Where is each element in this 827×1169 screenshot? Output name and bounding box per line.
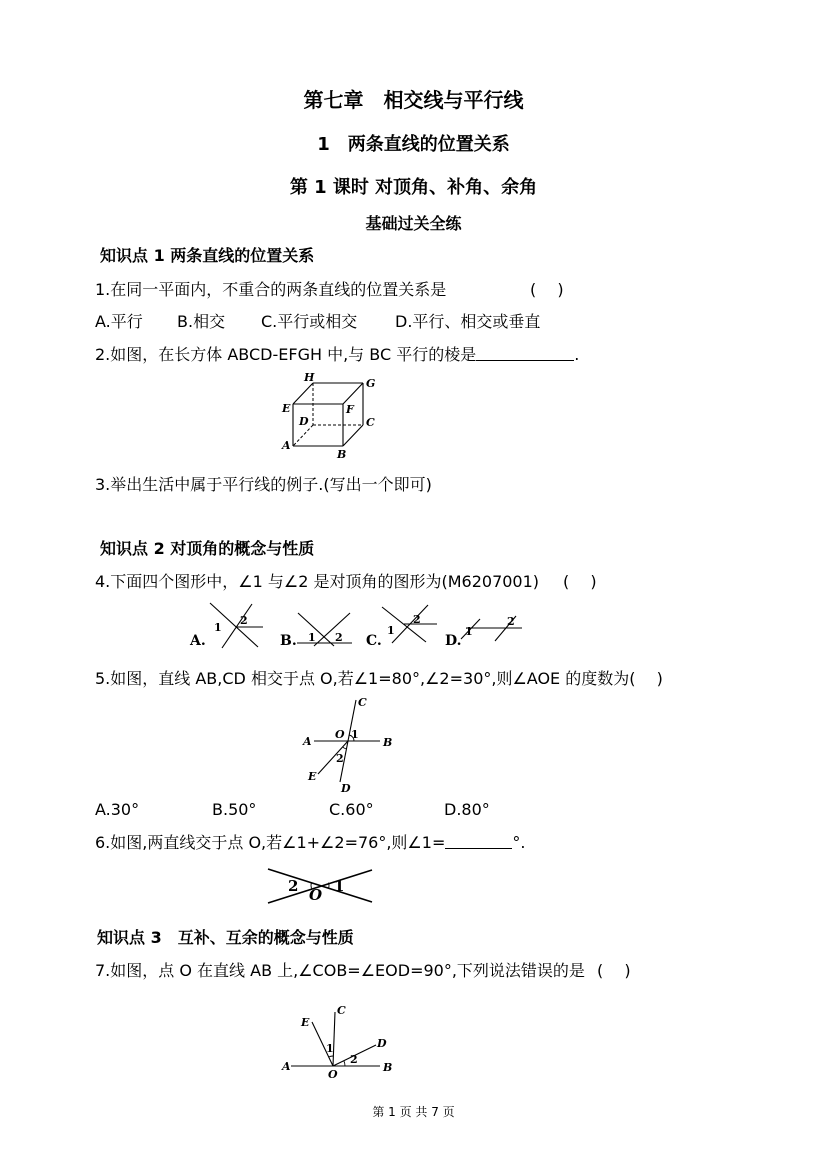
question-5-option-a: A.30° <box>95 800 140 819</box>
q4-d-angle-1-label: 1 <box>465 625 473 638</box>
q5-label-a: A <box>303 735 312 748</box>
q7-label-angle-2: 2 <box>350 1053 358 1066</box>
q6-label-angle-2: 2 <box>288 877 299 895</box>
question-1-option-b: B.相交 <box>177 312 226 331</box>
page-footer: 第 1 页 共 7 页 <box>372 1105 455 1119</box>
question-4-stem: 4.下面四个图形中，∠1 与∠2 是对顶角的图形为(M6207001) <box>95 572 540 591</box>
q4-d-angle-2-label: 2 <box>507 615 515 628</box>
q5-label-e: E <box>308 770 317 783</box>
q5-label-angle-1: 1 <box>351 728 359 741</box>
vertex-label-c: C <box>366 416 375 429</box>
question-5-line <box>95 668 663 690</box>
q7-label-c: C <box>337 1004 346 1017</box>
q5-angle-2-arc <box>343 747 347 749</box>
knowledge-point-3-title: 知识点 3 互补、互余的概念与性质 <box>97 928 354 947</box>
question-3-stem: 3.举出生活中属于平行线的例子.(写出一个即可) <box>95 475 432 494</box>
q7-label-d: D <box>377 1037 387 1050</box>
question-2-answer-blank <box>476 345 574 361</box>
chapter-title: 第七章 相交线与平行线 <box>303 88 524 112</box>
question-7-answer-bracket: ( ) <box>597 961 631 980</box>
edge-eh <box>293 383 313 404</box>
q4-figure-c <box>366 605 437 649</box>
question-6-line <box>95 832 525 854</box>
question-5-option-b: B.50° <box>212 800 257 819</box>
q4-option-letter-a: A. <box>190 633 206 649</box>
vertex-label-e: E <box>282 402 291 415</box>
q5-label-c: C <box>358 696 367 709</box>
q4-c-angle-1-label: 1 <box>387 624 395 637</box>
vertex-label-f: F <box>346 403 354 416</box>
question-6-answer-blank <box>445 833 512 849</box>
q7-figure <box>281 1004 392 1081</box>
question-5-answer-bracket: ( ) <box>629 669 663 688</box>
q4-figure-b <box>280 613 352 649</box>
q4-option-letter-b: B. <box>280 633 297 649</box>
q6-label-angle-1: 1 <box>334 877 345 895</box>
q7-label-a: A <box>282 1060 291 1073</box>
hidden-edge-da <box>293 425 313 446</box>
vertex-label-g: G <box>366 377 376 390</box>
q4-a-angle-1-label: 1 <box>214 621 222 634</box>
q4-b-angle-1-label: 1 <box>308 631 316 644</box>
q5-label-o: O <box>335 728 345 741</box>
q4-option-letter-c: C. <box>366 633 382 649</box>
vertex-label-b: B <box>337 448 347 461</box>
q7-angle-1-arc <box>329 1056 334 1057</box>
practice-title: 基础过关全练 <box>365 214 462 233</box>
question-5-stem: 5.如图，直线 AB,CD 相交于点 O,若∠1=80°,∠2=30°,则∠AOE 的度数为 <box>95 669 630 688</box>
question-1-stem: 1.在同一平面内，不重合的两条直线的位置关系是 <box>95 280 447 299</box>
question-1-option-d: D.平行、相交或垂直 <box>395 312 541 331</box>
q7-label-b: B <box>383 1061 393 1074</box>
q4-figure-a <box>189 603 263 649</box>
q6-figure <box>268 869 372 904</box>
q5-label-d: D <box>341 782 351 795</box>
q7-angle-2-arc <box>344 1061 345 1066</box>
knowledge-point-1-title: 知识点 1 两条直线的位置关系 <box>100 246 315 265</box>
question-5-option-d: D.80° <box>444 800 490 819</box>
q7-label-o: O <box>328 1068 338 1081</box>
edge-gf <box>343 383 363 404</box>
question-7-stem: 7.如图，点 O 在直线 AB 上,∠COB=∠EOD=90°,下列说法错误的是 <box>95 961 585 980</box>
q4-b-line-2 <box>314 613 350 646</box>
question-1-option-c: C.平行或相交 <box>261 312 358 331</box>
vertex-label-h: H <box>304 371 315 384</box>
q4-b-line-1 <box>298 613 334 646</box>
question-5-option-c: C.60° <box>329 800 374 819</box>
q4-a-angle-2-label: 2 <box>240 614 248 627</box>
question-1-answer-bracket: ( ) <box>530 280 564 299</box>
vertex-label-a: A <box>282 439 291 452</box>
question-2-line <box>95 344 579 366</box>
question-2-end: . <box>574 345 580 364</box>
knowledge-point-2-title: 知识点 2 对顶角的概念与性质 <box>100 539 315 558</box>
question-4-answer-bracket: ( ) <box>563 572 597 591</box>
q5-label-b: B <box>383 736 393 749</box>
question-2-stem: 2.如图，在长方体 ABCD-EFGH 中,与 BC 平行的棱是 <box>95 345 477 364</box>
q4-figure-d <box>445 615 522 649</box>
q6-label-o: O <box>309 886 323 904</box>
cuboid-figure <box>281 371 375 461</box>
question-1-option-a: A.平行 <box>95 312 143 331</box>
vertex-label-d: D <box>299 415 309 428</box>
q7-label-angle-1: 1 <box>326 1042 334 1055</box>
q4-b-angle-2-label: 2 <box>335 631 343 644</box>
q4-option-letter-d: D. <box>445 633 462 649</box>
lesson-title: 第 1 课时 对顶角、补角、余角 <box>289 177 538 198</box>
section-title: 1 两条直线的位置关系 <box>317 134 510 155</box>
q5-figure <box>302 696 392 795</box>
q7-label-e: E <box>301 1016 310 1029</box>
question-6-stem-end: °. <box>512 833 526 852</box>
question-6-stem: 6.如图,两直线交于点 O,若∠1+∠2=76°,则∠1= <box>95 833 446 852</box>
q7-ray-oc <box>333 1012 335 1066</box>
edge-cb <box>343 425 363 446</box>
q5-label-angle-2: 2 <box>336 752 344 765</box>
q4-c-angle-2-label: 2 <box>413 613 421 626</box>
